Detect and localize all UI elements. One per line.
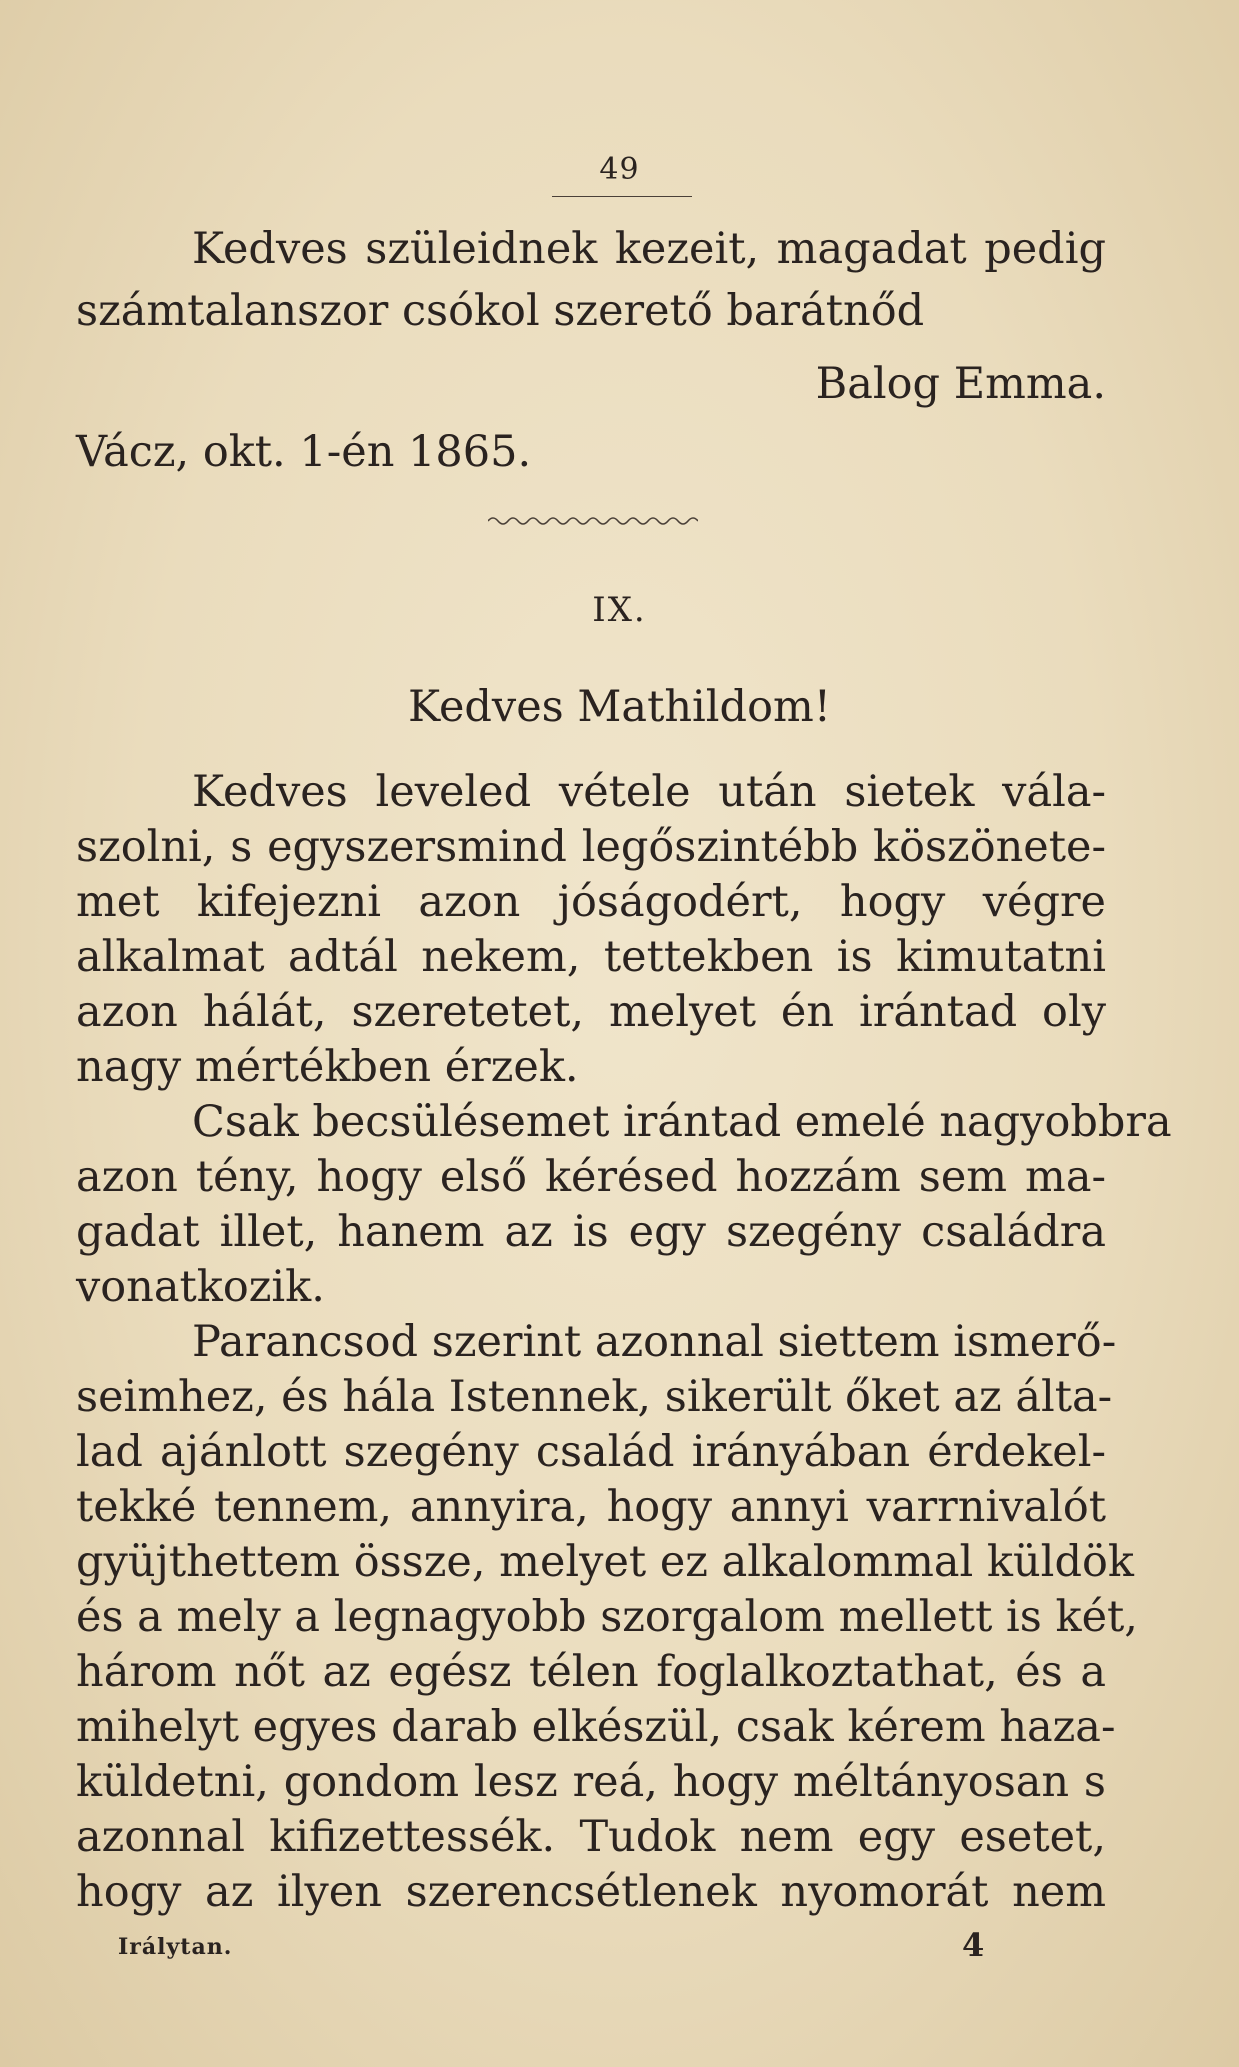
body-line: Csak becsülésemet irántad emelé nagyobbra [192,1097,1172,1147]
body-line: Parancsod szerint azonnal siettem ismerő- [192,1317,1117,1367]
body-line: mihelyt egyes darab elkészül, csak kérem haza- [76,1702,1116,1752]
salutation: Kedves Mathildom! [407,682,832,732]
body-line: azonnal kifizettessék. Tudok nem egy esetet, [76,1812,1106,1862]
body-line: vonatkozik. [76,1262,325,1312]
body-line: három nőt az egész télen foglalkoztathat, és a [76,1647,1106,1697]
letter-closing-line-1: Kedves szüleidnek kezeit, magadat pedig [192,224,1106,274]
page-number: 49 [599,152,640,187]
signature-number: 4 [962,1926,985,1964]
body-line: met kifejezni azon jóságodért, hogy végre [76,877,1106,927]
printer-signature-mark: Irálytan. [118,1934,233,1960]
wavy-divider-ornament [488,514,698,528]
body-line: gyüjthettem össze, melyet ez alkalommal küldök [76,1537,1134,1587]
header-rule [552,196,692,197]
body-line: küldetni, gondom lesz reá, hogy méltányosan s [76,1757,1106,1807]
body-line: nagy mértékben érzek. [76,1042,579,1092]
letter-signature: Balog Emma. [815,359,1106,409]
letter-closing-line-2: számtalanszor csókol szerető barátnőd [76,286,925,336]
section-number: IX. [592,590,647,630]
body-line: lad ajánlott szegény család irányában érdekel- [76,1427,1106,1477]
letter-place-date: Vácz, okt. 1-én 1865. [76,427,532,477]
body-line: azon hálát, szeretetet, melyet én irántad oly [76,987,1106,1037]
body-line: seimhez, és hála Istennek, sikerült őket az álta- [76,1372,1113,1422]
body-line: alkalmat adtál nekem, tettekben is kimutatni [76,932,1106,982]
body-line: szolni, s egyszersmind legőszintébb köszönete- [76,822,1106,872]
body-line: és a mely a legnagyobb szorgalom mellett is két, [76,1592,1138,1642]
body-line: tekké tennem, annyira, hogy annyi varrnivalót [76,1482,1106,1532]
body-line: hogy az ilyen szerencsétlenek nyomorát nem [76,1867,1106,1917]
body-line: azon tény, hogy első kérésed hozzám sem ma- [76,1152,1106,1202]
body-line: gadat illet, hanem az is egy szegény családra [76,1207,1106,1257]
body-line: Kedves leveled vétele után sietek vála- [192,767,1106,817]
